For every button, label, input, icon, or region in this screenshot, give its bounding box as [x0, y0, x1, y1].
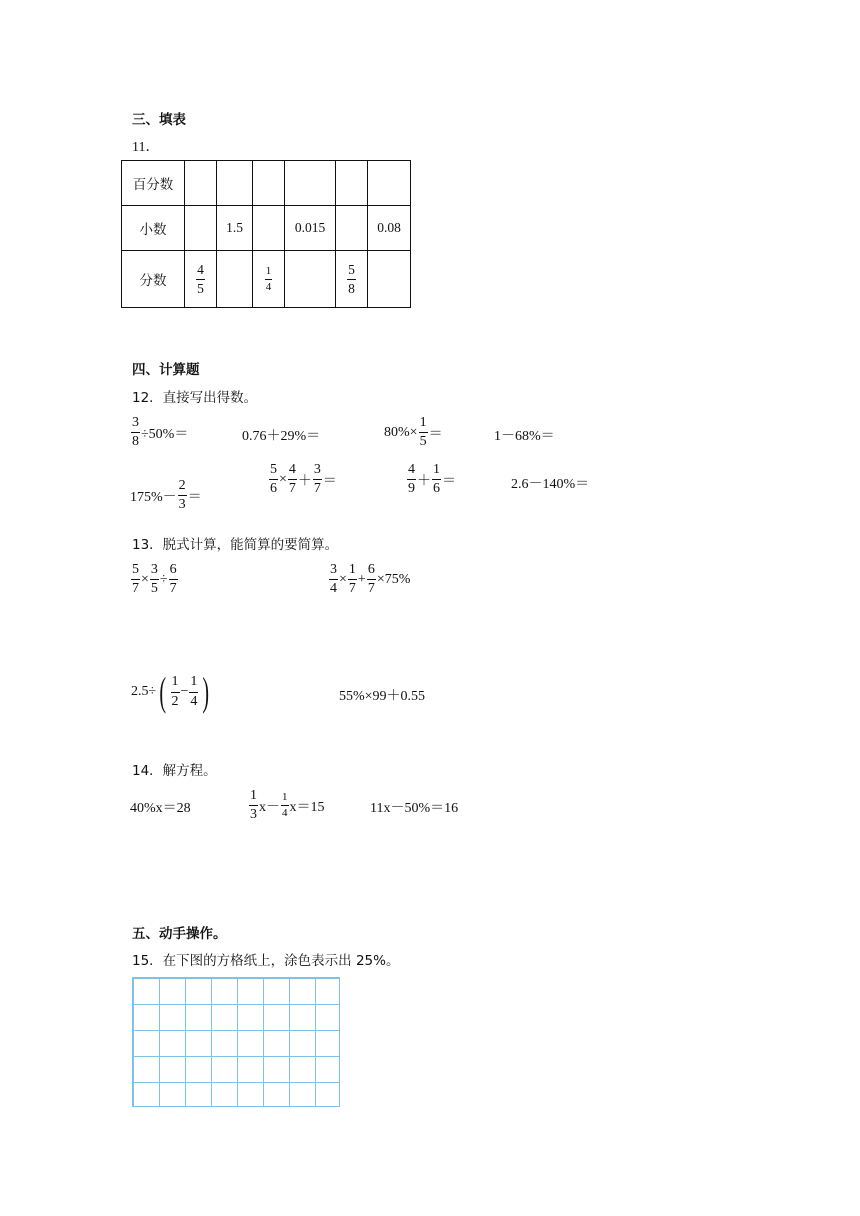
- table-cell[interactable]: [368, 251, 411, 308]
- q12-expr-6: $\frac{5}{6}$ × $\frac{4}{7}$ ＋ $\frac{3}{7}$ ＝: [270, 462, 337, 497]
- question-14-prompt: 14．解方程。: [132, 763, 217, 779]
- q14-equation-3: 11x－50%＝16: [370, 801, 459, 816]
- conversion-table: [121, 160, 411, 308]
- table-cell: [185, 251, 217, 308]
- grid-paper[interactable]: [132, 977, 340, 1107]
- table-cell[interactable]: [336, 206, 368, 251]
- q12-expr-1: $\frac{3}{8}$ ÷50%＝: [132, 415, 189, 450]
- q14-equation-1: 40%x＝28: [130, 801, 191, 816]
- row-label-fraction: 分数: [122, 251, 185, 308]
- section-4-title: 四、计算题: [132, 362, 200, 378]
- table-cell: 1.5: [217, 206, 253, 251]
- table-cell[interactable]: [253, 161, 285, 206]
- section-3-title: 三、填表: [132, 112, 186, 128]
- fraction: $\frac{4}{5}$: [197, 261, 204, 296]
- table-cell[interactable]: [368, 161, 411, 206]
- question-13-prompt: 13．脱式计算，能简算的要简算。: [132, 537, 339, 553]
- table-cell: [253, 251, 285, 308]
- table-cell[interactable]: [185, 206, 217, 251]
- q12-expr-8: 2.6－140%＝: [511, 477, 590, 492]
- row-label-percent: 百分数: [122, 161, 185, 206]
- table-cell[interactable]: [217, 251, 253, 308]
- question-12-prompt: 12．直接写出得数。: [132, 390, 258, 406]
- q13-expr-4: 55%×99＋0.55: [339, 689, 426, 704]
- question-11-number: 11．: [132, 140, 160, 155]
- q12-expr-4: 1－68%＝: [494, 429, 555, 444]
- q14-equation-2: $\frac{1}{3}$ x－ $\frac{1}{4}$ x＝15: [250, 788, 325, 823]
- q13-expr-3: 2.5÷ ( $\frac{1}{2}$ − $\frac{1}{4}$ ): [131, 669, 210, 714]
- fraction: $\frac{5}{8}$: [348, 261, 355, 296]
- table-row-decimal: [122, 206, 411, 251]
- q12-expr-5: 175%－ $\frac{2}{3}$ ＝: [130, 478, 202, 513]
- table-cell[interactable]: [336, 161, 368, 206]
- table-row-percent: [122, 161, 411, 206]
- q12-expr-3: 80%× $\frac{1}{5}$ ＝: [384, 415, 443, 450]
- q12-expr-2: 0.76＋29%＝: [242, 429, 321, 444]
- table-row-fraction: [122, 251, 411, 308]
- table-cell[interactable]: [253, 206, 285, 251]
- question-15-prompt: 15．在下图的方格纸上，涂色表示出 25%。: [132, 953, 400, 969]
- table-cell: 0.08: [368, 206, 411, 251]
- section-5-title: 五、动手操作。: [132, 926, 227, 942]
- table-cell: 0.015: [285, 206, 336, 251]
- table-cell[interactable]: [217, 161, 253, 206]
- q13-expr-1: $\frac{5}{7}$ × $\frac{3}{5}$ ÷ $\frac{6}{7}$: [132, 562, 177, 597]
- table-cell[interactable]: [285, 251, 336, 308]
- q13-expr-2: $\frac{3}{4}$ × $\frac{1}{7}$ + $\frac{6}{7}$ ×75%: [330, 562, 411, 597]
- fraction: $\frac{1}{4}$: [265, 264, 272, 293]
- table-cell[interactable]: [185, 161, 217, 206]
- table-cell: [336, 251, 368, 308]
- row-label-decimal: 小数: [122, 206, 185, 251]
- table-cell[interactable]: [285, 161, 336, 206]
- q12-expr-7: $\frac{4}{9}$ ＋ $\frac{1}{6}$ ＝: [408, 462, 456, 497]
